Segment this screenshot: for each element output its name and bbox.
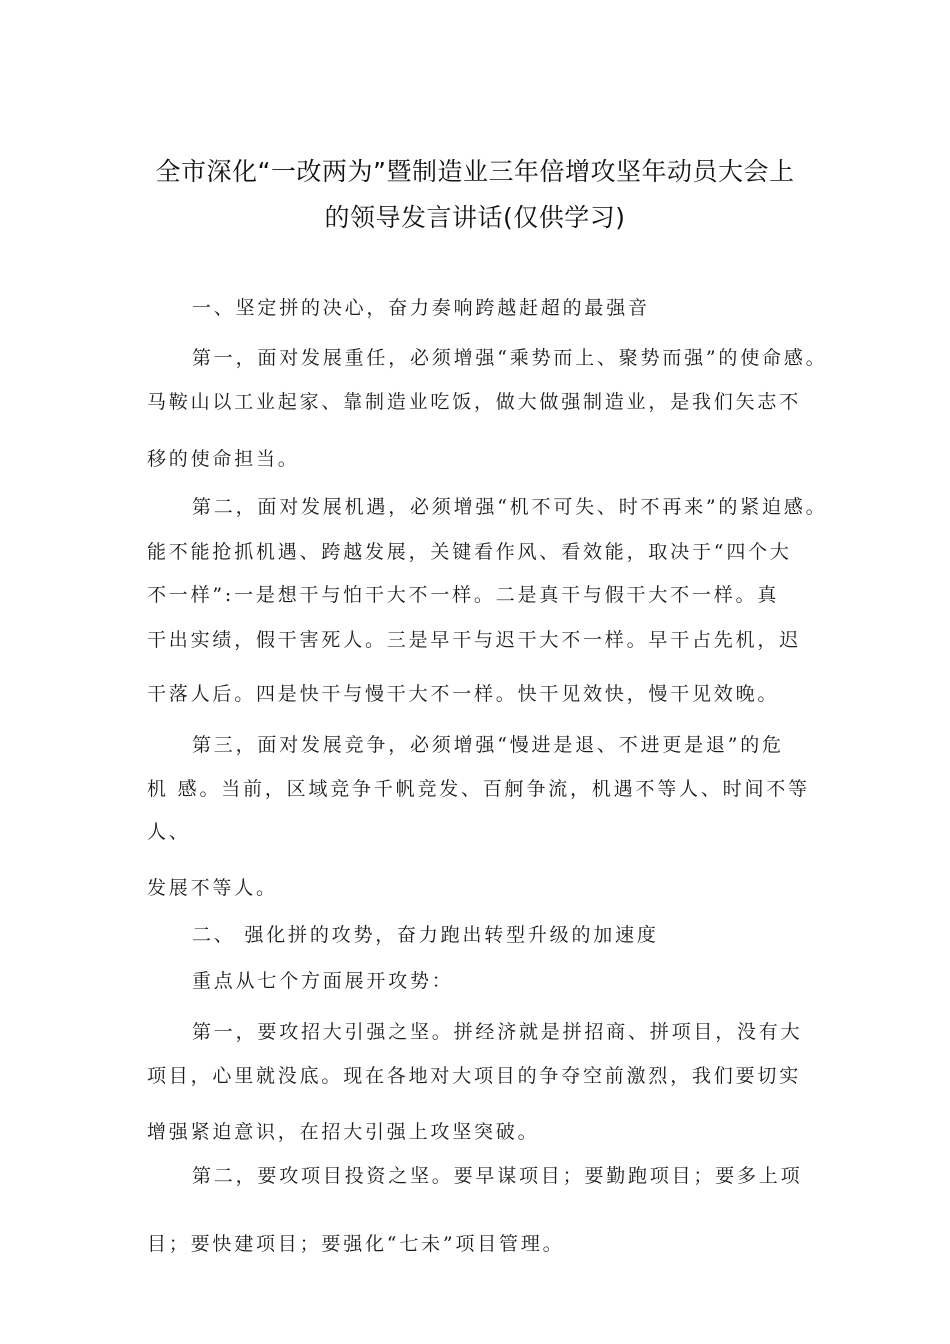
body-text-line: 项目，心里就没底。现在各地对大项目的争夺空前激烈，我们要切实	[147, 1065, 802, 1087]
body-text-line: 第三，面对发展竞争，必须增强“慢进是退、不进更是退”的危	[192, 734, 784, 756]
body-text-line: 第一，要攻招大引强之坚。拼经济就是拼招商、拼项目，没有大	[192, 1021, 803, 1043]
body-text-line: 第二，面对发展机遇，必须增强“机不可失、时不再来”的紧迫感。	[192, 496, 828, 518]
body-text-line: 移的使命担当。	[147, 448, 300, 470]
body-text-line: 人、	[147, 821, 191, 843]
body-text-line: 发展不等人。	[147, 877, 278, 899]
document-title-line-1: 全市深化“一改两为”暨制造业三年倍增攻坚年动员大会上	[155, 157, 795, 186]
body-text-line: 第一，面对发展重任，必须增强“乘势而上、聚势而强”的使命感。	[192, 347, 828, 369]
body-text-line: 马鞍山以工业起家、靠制造业吃饭，做大做强制造业，是我们矢志不	[147, 391, 802, 413]
body-text-line: 第二，要攻项目投资之坚。要早谋项目；要勤跑项目；要多上项	[192, 1165, 803, 1187]
body-text-line: 干出实绩，假干害死人。三是早干与迟干大不一样。早干占先机，迟	[147, 629, 802, 651]
body-text-line: 增强紧迫意识，在招大引强上攻坚突破。	[147, 1121, 540, 1143]
body-text-line: 干落人后。四是快干与慢干大不一样。快干见效快，慢干见效晚。	[147, 683, 780, 705]
body-text-line: 能不能抢抓机遇、跨越发展，关键看作风、看效能，取决于“四个大	[147, 541, 792, 563]
body-text-line: 不一样”:一是想干与怕干大不一样。二是真干与假干大不一样。真	[147, 584, 780, 606]
body-text-line: 目；要快建项目；要强化“七未”项目管理。	[147, 1233, 565, 1255]
document-title-line-2: 的领导发言讲话(仅供学习)	[324, 203, 626, 232]
body-text-line: 重点从七个方面展开攻势：	[192, 970, 454, 992]
body-text-line: 机 感。当前，区域竞争千帆竞发、百舸争流，机遇不等人、时间不等	[147, 778, 810, 800]
section-heading-2: 二、 强化拼的攻势，奋力跑出转型升级的加速度	[192, 924, 659, 946]
section-heading-1: 一、坚定拼的决心，奋力奏响跨越赶超的最强音	[192, 297, 650, 319]
